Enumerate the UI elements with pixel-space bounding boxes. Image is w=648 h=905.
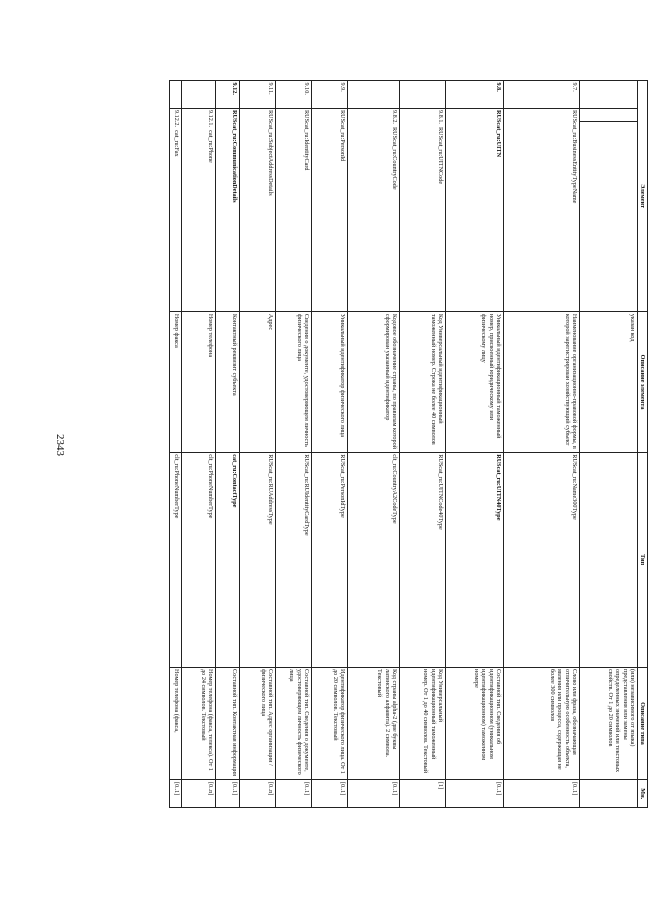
cell-element-name: RUScat_ru:UITNCode [437,127,445,185]
cell-element-description: Контактный реквизит субъекта [216,312,240,452]
cell-element-name: cat_ru:Phone [207,130,215,163]
cell-element-name: cat_ru:Fax [173,130,181,157]
cell-multiplicity: [0..1] [170,780,182,808]
table-row [240,81,276,808]
cell-type: RUScat_ru:UITNCode40Type [400,452,446,667]
cell-type: RUScat_ru:UITN40Type [446,452,504,667]
header-type-description: Описание типа [638,667,648,780]
cell-type: clt_ru:PhoneNumberType [170,452,182,667]
cell-num: 9.12.1. [207,110,215,128]
cell-type: RUScat_ru:PersonIdType [312,452,348,667]
cell-type-description: Номер телефона (факса, [170,667,182,780]
cell-num: 9.10. [276,81,312,109]
cell-multiplicity: [0..n] [182,780,216,808]
cell-element: RUScat_ru:SubjectAddressDetails [240,108,276,312]
cell-element [170,108,182,312]
cell-type-description: Идентификатор физического лица. От 1 до 20 символов. Текстовый [312,667,348,780]
table-row [182,81,216,808]
header-multiplicity: Мн. [638,780,648,808]
rotated-page [173,80,648,808]
cell-element-description: Адрес [240,312,276,452]
cell-type: clt_ru:CountryA2CodeType [348,452,400,667]
table-row [400,81,446,808]
cell-type: RUScat_ru:RUAddressType [240,452,276,667]
table-row [446,81,504,808]
header-type: Тип [638,452,648,667]
table-row [216,81,240,808]
cell-type-description: Слово или фраза, обозначающая отличительную особенность объекта, явления или процесса, содержащая не более 300 символов [504,667,580,780]
cell-element-description: Наименование организационно-правовой формы, в которой зарегистрирован хозяйствующий субъект [504,312,580,452]
cell-multiplicity: [0..1] [348,780,400,808]
cell-type-description: Составной тип. Сведения о документе, удостоверяющем личность физического лица [276,667,312,780]
cell-num: 9.8. [446,81,504,109]
cell-type-description: Составной тип. Сведения об идентификационном (уникальном идентификационном) таможенном номере [446,667,504,780]
header-row [638,81,648,808]
cell-element-description: Уникальный идентификационный таможенный номер, присвоенный юридическому или физическому лицу [446,312,504,452]
cell-multiplicity: [0..1] [504,780,580,808]
table-row [504,81,580,808]
cell-element-description: указан код [580,312,638,452]
cell-type-description: Составной тип. Адрес организации / физического лица [240,667,276,780]
cell-multiplicity: [1] [400,780,446,808]
cell-element-name: RUScat_ru:CountryCode [391,127,399,190]
cell-type-description: Составной тип. Контактная информация [216,667,240,780]
cell-element [348,108,400,312]
cell-element [400,108,446,312]
table-row [170,81,182,808]
header-element-description: Описание элемента [638,312,648,452]
cell-element-description: Сведения о документе, удостоверяющем личность физического лица [276,312,312,452]
table-row [276,81,312,808]
element-table [169,80,648,808]
cell-element-description: Номер телефона [182,312,216,452]
cell-element: RUScat_ru:CommunicationDetails [216,108,240,312]
cell-element: RUScat_ru:BusinessEntityTypeName [504,108,580,312]
header-element: Элемент [638,81,648,312]
table-row [312,81,348,808]
cell-num: 9.12. [216,81,240,109]
cell-multiplicity: [0..1] [446,780,504,808]
table-row [580,81,638,808]
cell-num: 9.9. [312,81,348,109]
cell-multiplicity: [0..1] [312,780,348,808]
cell-element-description: Уникальный идентификатор физического лица [312,312,348,452]
cell-type-description: Код страны alpha-2 (две буквы латинского алфавита). 2 символа. Текстовый [348,667,400,780]
cell-element-description: Код Универсальный идентификационный таможенный номер. Строка не более 40 символов [400,312,446,452]
cell-num: 9.12.2. [173,110,181,128]
page-number: 2343 [54,434,66,456]
cell-element: RUScat_ru:UITN [446,108,504,312]
cell-num: 9.7. [504,81,580,109]
cell-type-description: (или) независимого от языка) представления или замены определенных значений или текстовых свойств. От 1 до 20 символов [580,667,638,780]
cell-num: 9.8.2. [391,110,399,124]
cell-type: RUScat_ru:Name300Type [504,452,580,667]
table-row [348,81,400,808]
cell-multiplicity: [0..1] [276,780,312,808]
cell-num: 9.8.1. [437,110,445,124]
cell-element-description: Номер факса [170,312,182,452]
cell-type: RUScat_ru:RUIdentityCardType [276,452,312,667]
cell-type: clt_ru:PhoneNumberType [182,452,216,667]
cell-element [182,108,216,312]
cell-type: cat_ru:ContactType [216,452,240,667]
cell-element: RUScat_ru:IdentityCard [276,108,312,312]
cell-multiplicity: [0..n] [240,780,276,808]
cell-element: RUScat_ru:PersonId [312,108,348,312]
cell-type-description: Номер телефона (факса, телекса). От 1 до 24 символов. Текстовый [182,667,216,780]
cell-multiplicity: [0..1] [216,780,240,808]
cell-element-description: Кодовое обозначение страны, по правилам которой сформирован указанный идентификатор [348,312,400,452]
cell-type-description: Код Универсальный идентификационный таможенный номер. От 1 до 40 символов. Текстовый [400,667,446,780]
cell-num: 9.11. [240,81,276,109]
